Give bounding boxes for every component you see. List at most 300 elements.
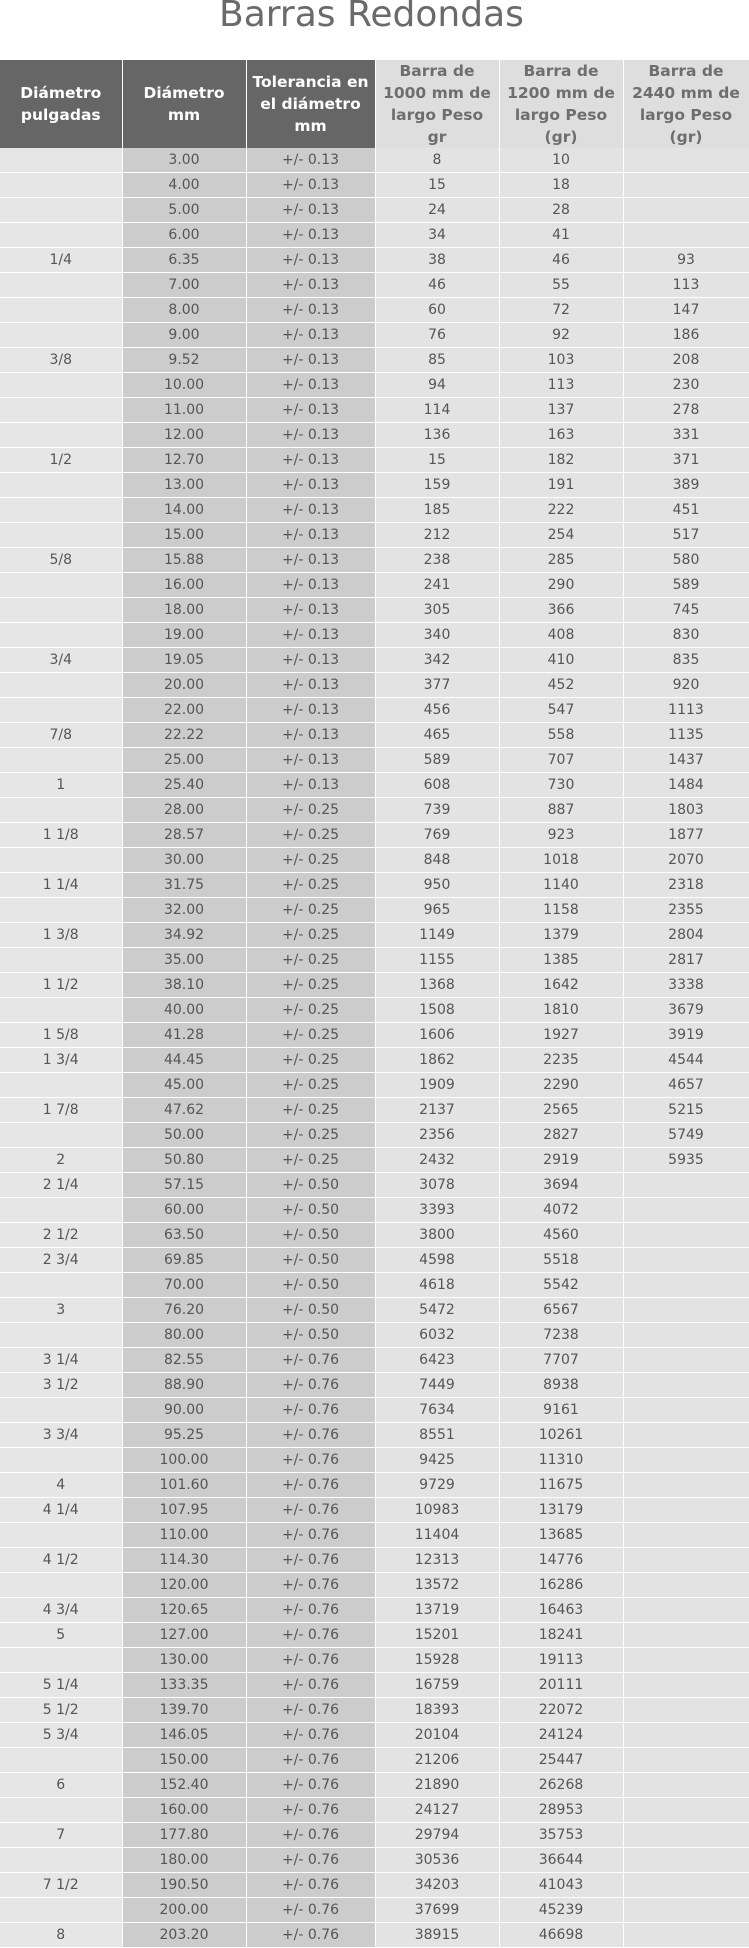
cell-diameter-mm: 11.00 [122,398,246,423]
table-row [0,1423,749,1448]
table-row [0,598,749,623]
cell-weight-2440mm: 1484 [623,773,749,798]
cell-tolerance: +/- 0.76 [246,1898,375,1923]
table-row [0,998,749,1023]
cell-weight-1000mm: 6032 [375,1323,499,1348]
cell-diameter-inches: 2 1/2 [0,1223,122,1248]
cell-weight-2440mm: 2355 [623,898,749,923]
table-row [0,748,749,773]
cell-tolerance: +/- 0.13 [246,573,375,598]
table-row [0,1648,749,1673]
cell-diameter-inches [0,498,122,523]
cell-weight-1000mm: 238 [375,548,499,573]
cell-weight-1200mm: 1158 [499,898,623,923]
cell-diameter-mm: 6.00 [122,223,246,248]
cell-diameter-inches: 5 3/4 [0,1723,122,1748]
table-row [0,1873,749,1898]
cell-diameter-mm: 69.85 [122,1248,246,1273]
table-row [0,1848,749,1873]
cell-weight-1200mm: 5518 [499,1248,623,1273]
cell-weight-1000mm: 950 [375,873,499,898]
cell-weight-1200mm: 2827 [499,1123,623,1148]
cell-weight-2440mm: 5749 [623,1123,749,1148]
cell-weight-1000mm: 29794 [375,1823,499,1848]
table-row [0,1223,749,1248]
cell-weight-1200mm: 366 [499,598,623,623]
cell-tolerance: +/- 0.76 [246,1423,375,1448]
table-row [0,648,749,673]
cell-weight-1200mm: 2565 [499,1098,623,1123]
cell-diameter-mm: 80.00 [122,1323,246,1348]
cell-tolerance: +/- 0.76 [246,1623,375,1648]
table-row [0,673,749,698]
cell-tolerance: +/- 0.76 [246,1673,375,1698]
cell-weight-1000mm: 4618 [375,1273,499,1298]
table-row [0,573,749,598]
cell-weight-1000mm: 159 [375,473,499,498]
cell-tolerance: +/- 0.13 [246,748,375,773]
cell-weight-2440mm: 4544 [623,1048,749,1073]
cell-weight-1200mm: 6567 [499,1298,623,1323]
cell-weight-2440mm [623,1248,749,1273]
table-row [0,1923,749,1948]
cell-diameter-mm: 114.30 [122,1548,246,1573]
cell-diameter-mm: 32.00 [122,898,246,923]
table-row [0,348,749,373]
table-row [0,773,749,798]
cell-weight-2440mm [623,1273,749,1298]
header-row [0,60,749,148]
table-row [0,1098,749,1123]
cell-tolerance: +/- 0.76 [246,1873,375,1898]
cell-weight-1200mm: 2290 [499,1073,623,1098]
cell-weight-2440mm: 5935 [623,1148,749,1173]
cell-weight-2440mm: 920 [623,673,749,698]
cell-weight-1200mm: 28953 [499,1798,623,1823]
cell-weight-2440mm [623,1698,749,1723]
table-row [0,1448,749,1473]
cell-weight-2440mm [623,1298,749,1323]
cell-diameter-inches: 7/8 [0,723,122,748]
cell-weight-2440mm [623,1848,749,1873]
cell-weight-1000mm: 34 [375,223,499,248]
table-row [0,1598,749,1623]
cell-weight-1200mm: 11675 [499,1473,623,1498]
cell-diameter-mm: 107.95 [122,1498,246,1523]
cell-weight-2440mm: 389 [623,473,749,498]
cell-tolerance: +/- 0.13 [246,198,375,223]
cell-diameter-mm: 15.00 [122,523,246,548]
table-row [0,1573,749,1598]
cell-diameter-inches [0,948,122,973]
cell-tolerance: +/- 0.13 [246,523,375,548]
cell-weight-1000mm: 4598 [375,1248,499,1273]
cell-diameter-mm: 127.00 [122,1623,246,1648]
table-row [0,498,749,523]
cell-weight-1200mm: 1018 [499,848,623,873]
table-row [0,1373,749,1398]
cell-weight-1200mm: 13179 [499,1498,623,1523]
cell-weight-1200mm: 18241 [499,1623,623,1648]
cell-weight-1000mm: 7449 [375,1373,499,1398]
table-row [0,1023,749,1048]
table-row [0,373,749,398]
table-row [0,1173,749,1198]
cell-tolerance: +/- 0.76 [246,1798,375,1823]
cell-diameter-inches [0,798,122,823]
table-row [0,198,749,223]
cell-weight-2440mm: 3919 [623,1023,749,1048]
cell-diameter-mm: 152.40 [122,1773,246,1798]
cell-diameter-mm: 25.00 [122,748,246,773]
cell-weight-1000mm: 13719 [375,1598,499,1623]
cell-diameter-mm: 101.60 [122,1473,246,1498]
table-row [0,1498,749,1523]
cell-diameter-inches [0,1273,122,1298]
cell-weight-2440mm: 3338 [623,973,749,998]
cell-weight-1000mm: 38 [375,248,499,273]
cell-weight-2440mm: 580 [623,548,749,573]
cell-tolerance: +/- 0.13 [246,298,375,323]
cell-weight-1200mm: 41 [499,223,623,248]
cell-tolerance: +/- 0.25 [246,1123,375,1148]
cell-weight-2440mm [623,198,749,223]
table-row [0,1298,749,1323]
cell-diameter-inches [0,598,122,623]
cell-weight-1000mm: 8551 [375,1423,499,1448]
cell-weight-1200mm: 558 [499,723,623,748]
cell-weight-1200mm: 410 [499,648,623,673]
cell-weight-1000mm: 1149 [375,923,499,948]
cell-diameter-inches [0,1898,122,1923]
cell-weight-1200mm: 9161 [499,1398,623,1423]
table-row [0,1798,749,1823]
cell-weight-2440mm: 830 [623,623,749,648]
header-tolerance: Tolerancia en el diámetro mm [246,60,375,148]
cell-diameter-inches [0,898,122,923]
cell-diameter-inches: 1 [0,773,122,798]
cell-diameter-inches: 1 1/2 [0,973,122,998]
cell-weight-1200mm: 7238 [499,1323,623,1348]
cell-weight-1200mm: 1385 [499,948,623,973]
cell-weight-1200mm: 46 [499,248,623,273]
cell-tolerance: +/- 0.76 [246,1648,375,1673]
cell-tolerance: +/- 0.50 [246,1223,375,1248]
cell-weight-1200mm: 36644 [499,1848,623,1873]
cell-diameter-mm: 4.00 [122,173,246,198]
cell-weight-1000mm: 38915 [375,1923,499,1948]
cell-tolerance: +/- 0.13 [246,498,375,523]
cell-weight-1000mm: 1909 [375,1073,499,1098]
cell-diameter-inches [0,323,122,348]
table-row [0,723,749,748]
cell-tolerance: +/- 0.50 [246,1198,375,1223]
cell-tolerance: +/- 0.13 [246,173,375,198]
cell-diameter-mm: 88.90 [122,1373,246,1398]
cell-weight-1200mm: 222 [499,498,623,523]
cell-weight-1200mm: 137 [499,398,623,423]
cell-weight-1000mm: 34203 [375,1873,499,1898]
cell-weight-1000mm: 20104 [375,1723,499,1748]
cell-diameter-mm: 18.00 [122,598,246,623]
table-row [0,848,749,873]
cell-tolerance: +/- 0.25 [246,798,375,823]
cell-weight-1200mm: 1379 [499,923,623,948]
cell-diameter-mm: 177.80 [122,1823,246,1848]
cell-weight-1000mm: 30536 [375,1848,499,1873]
cell-weight-1000mm: 60 [375,298,499,323]
cell-weight-1200mm: 547 [499,698,623,723]
cell-weight-1200mm: 16286 [499,1573,623,1598]
cell-diameter-inches [0,1198,122,1223]
cell-weight-1000mm: 3078 [375,1173,499,1198]
cell-diameter-inches [0,523,122,548]
cell-diameter-mm: 35.00 [122,948,246,973]
cell-weight-1200mm: 103 [499,348,623,373]
cell-diameter-mm: 45.00 [122,1073,246,1098]
cell-diameter-inches [0,1323,122,1348]
cell-weight-1200mm: 1642 [499,973,623,998]
table-row [0,898,749,923]
cell-diameter-inches: 5 [0,1623,122,1648]
cell-diameter-inches [0,198,122,223]
cell-weight-1000mm: 342 [375,648,499,673]
cell-weight-1000mm: 1508 [375,998,499,1023]
cell-weight-1200mm: 163 [499,423,623,448]
cell-diameter-inches: 2 [0,1148,122,1173]
cell-weight-1000mm: 24 [375,198,499,223]
cell-weight-2440mm: 331 [623,423,749,448]
table-row [0,548,749,573]
cell-tolerance: +/- 0.13 [246,273,375,298]
cell-weight-1000mm: 12313 [375,1548,499,1573]
cell-weight-1000mm: 965 [375,898,499,923]
cell-tolerance: +/- 0.13 [246,373,375,398]
cell-weight-2440mm [623,1323,749,1348]
cell-diameter-mm: 95.25 [122,1423,246,1448]
cell-tolerance: +/- 0.50 [246,1248,375,1273]
cell-diameter-mm: 6.35 [122,248,246,273]
cell-diameter-inches [0,1523,122,1548]
cell-diameter-mm: 130.00 [122,1648,246,1673]
cell-weight-2440mm: 208 [623,348,749,373]
cell-weight-1000mm: 10983 [375,1498,499,1523]
cell-diameter-inches: 1/4 [0,248,122,273]
cell-weight-2440mm [623,1598,749,1623]
table-row [0,1198,749,1223]
cell-diameter-mm: 28.57 [122,823,246,848]
cell-diameter-mm: 40.00 [122,998,246,1023]
cell-tolerance: +/- 0.76 [246,1448,375,1473]
cell-weight-2440mm: 1877 [623,823,749,848]
cell-weight-2440mm [623,1773,749,1798]
cell-weight-1000mm: 212 [375,523,499,548]
cell-diameter-inches [0,273,122,298]
cell-diameter-mm: 10.00 [122,373,246,398]
cell-weight-1000mm: 15 [375,173,499,198]
cell-weight-2440mm [623,1348,749,1373]
cell-diameter-mm: 57.15 [122,1173,246,1198]
cell-weight-1200mm: 730 [499,773,623,798]
cell-tolerance: +/- 0.76 [246,1473,375,1498]
cell-weight-2440mm [623,1648,749,1673]
cell-diameter-inches: 7 [0,1823,122,1848]
cell-tolerance: +/- 0.25 [246,998,375,1023]
cell-tolerance: +/- 0.25 [246,973,375,998]
cell-tolerance: +/- 0.76 [246,1723,375,1748]
cell-weight-2440mm: 835 [623,648,749,673]
cell-tolerance: +/- 0.13 [246,473,375,498]
table-row [0,173,749,198]
cell-weight-1000mm: 7634 [375,1398,499,1423]
cell-weight-1200mm: 10261 [499,1423,623,1448]
cell-weight-1200mm: 10 [499,148,623,173]
table-body [0,148,749,1948]
cell-tolerance: +/- 0.76 [246,1348,375,1373]
cell-tolerance: +/- 0.76 [246,1598,375,1623]
table-row [0,823,749,848]
cell-diameter-mm: 14.00 [122,498,246,523]
cell-weight-1000mm: 11404 [375,1523,499,1548]
cell-diameter-inches [0,698,122,723]
cell-weight-2440mm: 2318 [623,873,749,898]
cell-weight-2440mm [623,148,749,173]
cell-weight-2440mm: 451 [623,498,749,523]
cell-weight-1200mm: 113 [499,373,623,398]
cell-weight-1200mm: 41043 [499,1873,623,1898]
cell-diameter-inches: 2 1/4 [0,1173,122,1198]
cell-weight-1000mm: 18393 [375,1698,499,1723]
cell-weight-1200mm: 72 [499,298,623,323]
cell-weight-2440mm: 3679 [623,998,749,1023]
cell-weight-2440mm [623,1823,749,1848]
cell-tolerance: +/- 0.76 [246,1773,375,1798]
cell-diameter-mm: 28.00 [122,798,246,823]
cell-weight-1000mm: 9729 [375,1473,499,1498]
cell-tolerance: +/- 0.76 [246,1398,375,1423]
cell-weight-1000mm: 94 [375,373,499,398]
cell-diameter-inches: 1 3/4 [0,1048,122,1073]
cell-weight-1000mm: 2432 [375,1148,499,1173]
cell-weight-1000mm: 46 [375,273,499,298]
cell-weight-2440mm [623,1723,749,1748]
cell-weight-1000mm: 465 [375,723,499,748]
cell-weight-1200mm: 408 [499,623,623,648]
cell-weight-1200mm: 8938 [499,1373,623,1398]
cell-weight-2440mm: 2070 [623,848,749,873]
cell-weight-1000mm: 76 [375,323,499,348]
cell-diameter-inches [0,1573,122,1598]
table-row [0,323,749,348]
cell-weight-2440mm: 93 [623,248,749,273]
cell-diameter-inches [0,1398,122,1423]
cell-weight-1200mm: 707 [499,748,623,773]
cell-weight-1200mm: 26268 [499,1773,623,1798]
cell-diameter-inches [0,473,122,498]
table-row [0,1148,749,1173]
cell-tolerance: +/- 0.50 [246,1298,375,1323]
table-row [0,1048,749,1073]
cell-diameter-mm: 20.00 [122,673,246,698]
cell-diameter-inches: 3 3/4 [0,1423,122,1448]
cell-weight-2440mm: 230 [623,373,749,398]
cell-diameter-mm: 63.50 [122,1223,246,1248]
table-row [0,873,749,898]
table-row [0,148,749,173]
cell-tolerance: +/- 0.25 [246,873,375,898]
cell-weight-1200mm: 1140 [499,873,623,898]
cell-diameter-mm: 190.50 [122,1873,246,1898]
table-row [0,1773,749,1798]
table-row [0,923,749,948]
cell-weight-1000mm: 1606 [375,1023,499,1048]
cell-diameter-inches: 1 3/8 [0,923,122,948]
cell-weight-2440mm: 745 [623,598,749,623]
cell-diameter-mm: 133.35 [122,1673,246,1698]
cell-diameter-mm: 41.28 [122,1023,246,1048]
cell-weight-2440mm [623,1798,749,1823]
cell-diameter-inches: 5 1/4 [0,1673,122,1698]
cell-weight-1200mm: 1927 [499,1023,623,1048]
cell-weight-2440mm [623,1448,749,1473]
table-row [0,1898,749,1923]
cell-weight-1200mm: 20111 [499,1673,623,1698]
table-row [0,1398,749,1423]
cell-weight-1200mm: 923 [499,823,623,848]
cell-diameter-inches [0,423,122,448]
cell-diameter-mm: 150.00 [122,1748,246,1773]
table-row [0,398,749,423]
cell-diameter-inches [0,573,122,598]
cell-weight-2440mm: 5215 [623,1098,749,1123]
cell-diameter-mm: 8.00 [122,298,246,323]
cell-weight-1200mm: 92 [499,323,623,348]
cell-weight-1000mm: 5472 [375,1298,499,1323]
cell-tolerance: +/- 0.13 [246,623,375,648]
cell-weight-2440mm: 4657 [623,1073,749,1098]
cell-weight-2440mm: 1803 [623,798,749,823]
cell-diameter-mm: 12.70 [122,448,246,473]
cell-diameter-inches: 3 [0,1298,122,1323]
cell-diameter-inches: 4 [0,1473,122,1498]
cell-tolerance: +/- 0.13 [246,448,375,473]
cell-weight-2440mm: 589 [623,573,749,598]
cell-weight-2440mm [623,1423,749,1448]
cell-diameter-inches: 1 7/8 [0,1098,122,1123]
cell-tolerance: +/- 0.50 [246,1173,375,1198]
cell-diameter-mm: 60.00 [122,1198,246,1223]
cell-weight-1200mm: 28 [499,198,623,223]
cell-tolerance: +/- 0.25 [246,898,375,923]
cell-diameter-mm: 90.00 [122,1398,246,1423]
cell-tolerance: +/- 0.13 [246,323,375,348]
cell-diameter-inches: 4 3/4 [0,1598,122,1623]
cell-weight-1000mm: 24127 [375,1798,499,1823]
cell-weight-1200mm: 254 [499,523,623,548]
cell-tolerance: +/- 0.25 [246,1048,375,1073]
cell-weight-1000mm: 21890 [375,1773,499,1798]
cell-weight-1200mm: 55 [499,273,623,298]
cell-diameter-mm: 100.00 [122,1448,246,1473]
cell-diameter-inches: 3/8 [0,348,122,373]
cell-weight-1200mm: 1810 [499,998,623,1023]
cell-weight-1200mm: 3694 [499,1173,623,1198]
cell-diameter-mm: 34.92 [122,923,246,948]
cell-tolerance: +/- 0.25 [246,948,375,973]
cell-weight-1000mm: 589 [375,748,499,773]
cell-tolerance: +/- 0.13 [246,223,375,248]
cell-diameter-inches: 1 1/8 [0,823,122,848]
